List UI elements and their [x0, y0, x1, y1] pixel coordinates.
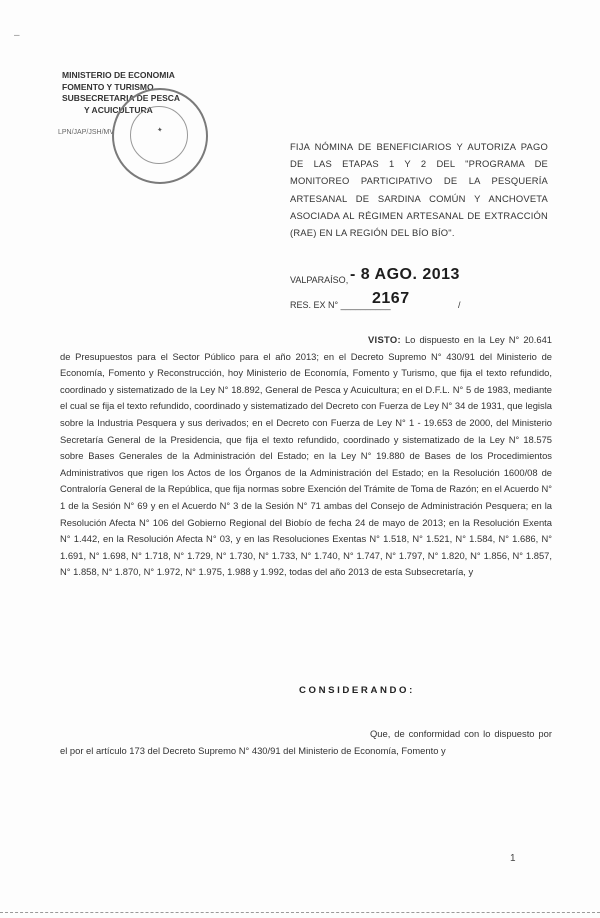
- date-stamp: - 8 AGO. 2013: [350, 266, 460, 283]
- author-initials: LPN/JAP/JSH/MV: [58, 129, 115, 136]
- place-label: VALPARAÍSO,: [290, 275, 349, 285]
- ministry-line-4: Y ACUICULTURA: [84, 104, 153, 115]
- visto-paragraph: [60, 332, 552, 581]
- ministry-line-1: MINISTERIO DE ECONOMIA: [62, 70, 175, 80]
- resolution-label: RES. EX N° __________: [290, 300, 391, 310]
- visto-body: Lo dispuesto en la Ley N° 20.641 de Presupuestos para el Sector Público para el año 2013; en el Decreto Supremo N° 430/91 del Ministerio de Economía, Fomento y Reconstrucción, hoy Ministerio de Economía, Fomento y Turismo, que fija el texto refundido, coordinado y sistematizado de la Ley N° 18.892, General de Pesca y Acuicultura; en el D.F.L. N° 5 de 1983, mediante el cual se fija el texto refundido, coordinado y sistematizado del Decreto con Fuerza de Ley N° 34 de 1931, que legisla sobre la Industria Pesquera y sus derivados; en el Decreto con Fuerza de Ley N° 1 - 19.653 de 2000, del Ministerio Secretaría General de la Presidencia, que fija el texto refundido, coordinado y sistematizado de la Ley N° 18.575 sobre Bases Generales de la Administración del Estado; en la Ley N° 19.880 de Bases de los Procedimientos Administrativos que rigen los Actos de los Órganos de la Administración del Estado; en la Resolución 1600/08 de Contraloría General de la República, que fija normas sobre Exención del Trámite de Toma de Razón; en el Acuerdo N° 1 de la Sesión N° 69 y en el Acuerdo N° 3 de la Sesión N° 71 ambas del Consejo de Administración Pesquera; en la Resolución Afecta N° 106 del Gobierno Regional del Biobío de fecha 24 de mayo de 2013; en la Resolución Exenta N° 1.442, en la Resolución Afecta N° 03, y en las Resoluciones Exentas N° 1.518, N° 1.521, N° 1.584, N° 1.686, N° 1.691, N° 1.698, N° 1.718, N° 1.729, N° 1.730, N° 1.733, N° 1.740, N° 1.747, N° 1.797, N° 1.820, N° 1.856, N° 1.857, N° 1.858, N° 1.870, N° 1.972, N° 1.975, 1.988 y 1.992, todas del año 2013 de esta Subsecretaría, y: [60, 334, 552, 578]
- page-number: 1: [510, 853, 516, 864]
- considerando-paragraph: [60, 725, 552, 759]
- que-text: Que, de conformidad con lo dispuesto por el por el artículo 173 del Decreto Supremo N° 430/91 del Ministerio de Economía, Fomento y: [60, 728, 552, 756]
- place-and-date: [290, 266, 550, 288]
- resolution-title: FIJA NÓMINA DE BENEFICIARIOS Y AUTORIZA PAGO DE LAS ETAPAS 1 Y 2 DEL "PROGRAMA DE MONITOREO PARTICIPATIVO DE LA PESQUERÍA ARTESANAL DE SARDINA COMÚN Y ANCHOVETA ASOCIADA AL RÉGIMEN ARTESANAL DE EXTRACCIÓN (RAE) EN LA REGIÓN DEL BÍO BÍO".: [290, 141, 548, 239]
- visto-lead: VISTO:: [368, 334, 401, 345]
- ministry-line-3: SUBSECRETARIA DE PESCA: [62, 93, 181, 103]
- page-bottom-edge: [0, 912, 600, 913]
- considerando-heading: CONSIDERANDO:: [299, 685, 415, 696]
- visto-section: [60, 332, 552, 581]
- resolution-number-line: [290, 290, 550, 316]
- official-seal-glyph: ✦: [156, 126, 164, 135]
- scan-corner-mark: ‒: [14, 30, 20, 41]
- resolution-number: 2167: [372, 290, 410, 307]
- resolution-slash: /: [458, 300, 461, 310]
- ministry-line-2: FOMENTO Y TURISMO: [62, 81, 154, 92]
